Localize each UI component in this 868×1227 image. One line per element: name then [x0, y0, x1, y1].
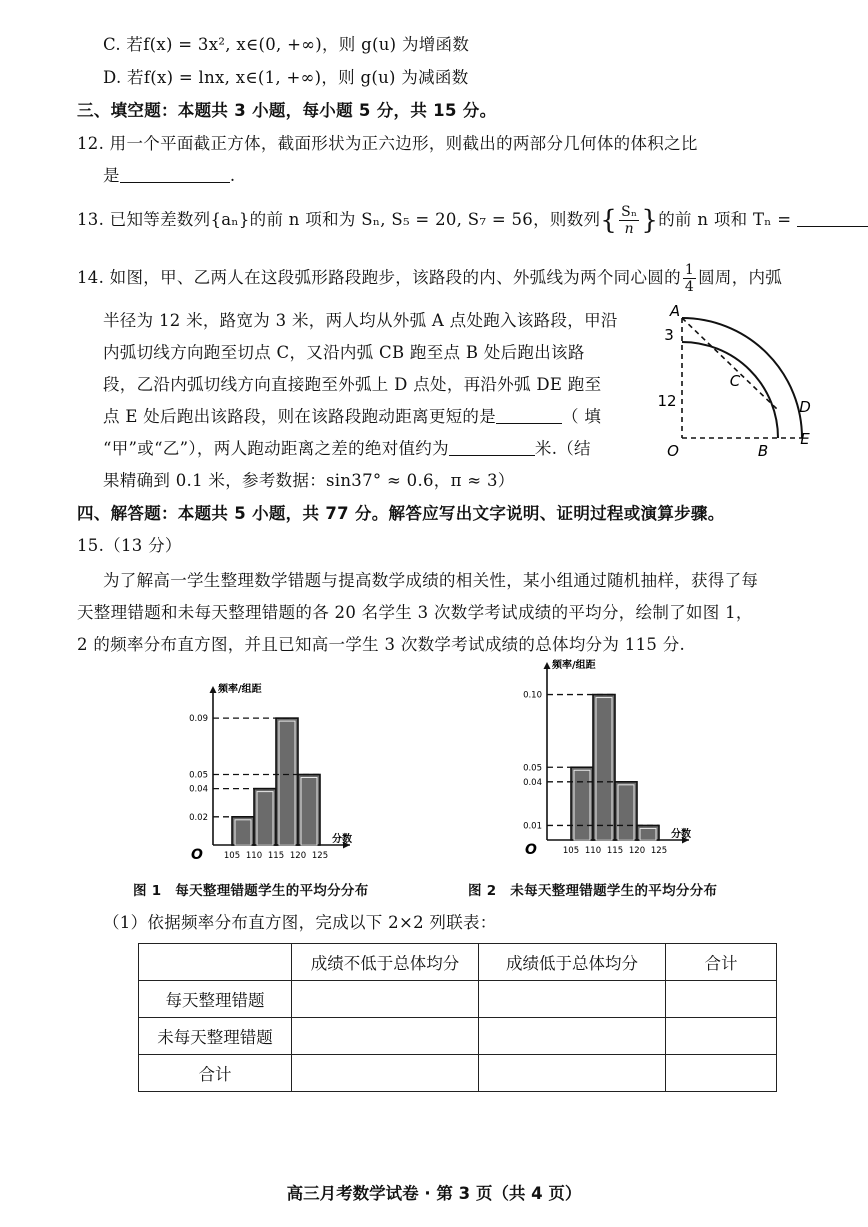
contingency-table — [138, 943, 777, 1092]
q11-option-c: C. 若f(x) = 3x², x∈(0, +∞)，则 g(u) 为增函数 — [103, 35, 470, 54]
q13-frac-num: Sₙ — [621, 204, 638, 220]
q14-frac-den: 4 — [684, 279, 695, 295]
y-tick-label: 0.04 — [189, 784, 208, 795]
table-cell[interactable] — [479, 1018, 666, 1055]
table-row-label: 合计 — [139, 1055, 292, 1092]
q12-prefix: 是 — [103, 166, 120, 185]
label-A: A — [669, 302, 681, 320]
q14-line-4: 段，乙沿内弧切线方向直接跑至外弧上 D 点处，再沿外弧 DE 跑至 — [103, 375, 602, 394]
y-axis-arrow — [210, 686, 217, 693]
label-C: C — [729, 372, 741, 390]
x-axis-label: 分数 — [332, 834, 352, 845]
y-tick-label: 0.05 — [523, 763, 542, 774]
x-tick-label: 125 — [311, 851, 329, 861]
y-tick-label: 0.04 — [523, 777, 542, 788]
outer-arc — [682, 318, 802, 438]
origin-label: O — [191, 847, 203, 863]
x-axis-label: 分数 — [671, 829, 691, 840]
y-axis-label: 频率/组距 — [552, 660, 596, 671]
x-tick-label: 125 — [650, 846, 668, 856]
q14-line1-suffix: 圆周，内弧 — [698, 268, 783, 287]
q14-line-7: 果精确到 0.1 米，参考数据：sin37° ≈ 0.6，π ≈ 3） — [103, 471, 515, 490]
q13-frac-den: n — [624, 221, 634, 237]
x-tick-label: 105 — [223, 851, 241, 861]
table-cell[interactable] — [292, 1018, 479, 1055]
q14-line-5 — [103, 406, 601, 428]
q14-fraction — [683, 262, 696, 295]
q12-line-2 — [103, 165, 235, 187]
table-header-row — [139, 944, 777, 981]
table-row — [139, 981, 777, 1018]
x-tick-label: 110 — [584, 846, 602, 856]
x-tick-label: 110 — [245, 851, 263, 861]
table-header-cell — [139, 944, 292, 981]
figure-2-caption: 图 2 未每天整理错题学生的平均分分布 — [468, 883, 718, 899]
table-row — [139, 1018, 777, 1055]
y-tick-label: 0.01 — [523, 821, 542, 832]
q14-line-3: 内弧切线方向跑至切点 C，又沿内弧 CB 跑至点 B 处后跑出该路 — [103, 343, 585, 362]
y-tick-label: 0.09 — [189, 714, 208, 725]
q14-line5-prefix: 点 E 处后跑出该路段，则在该路段跑动距离更短的是 — [103, 407, 497, 426]
q14-line6-suffix: 米.（结 — [534, 439, 591, 458]
table-row-label: 未每天整理错题 — [139, 1018, 292, 1055]
q14-frac-num: 1 — [684, 262, 695, 278]
label-D: D — [799, 398, 811, 416]
q12-answer-blank[interactable] — [120, 166, 230, 183]
table-row — [139, 1055, 777, 1092]
inner-arc — [682, 342, 778, 438]
q15-para-3: 2 的频率分布直方图，并且已知高一学生 3 次数学考试成绩的总体均分为 115 分. — [77, 635, 686, 654]
q15-header: 15.（13 分） — [77, 536, 182, 555]
table-cell[interactable] — [479, 1055, 666, 1092]
q14-line5-suffix: （ 填 — [562, 407, 602, 426]
q14-answer-blank-1[interactable] — [496, 407, 562, 424]
table-cell[interactable] — [666, 1055, 777, 1092]
y-tick-label: 0.02 — [189, 812, 208, 823]
q13-suffix: 的前 n 项和 Tₙ = — [658, 210, 792, 229]
label-O: O — [667, 442, 679, 460]
y-tick-label: 0.10 — [523, 690, 542, 701]
histogram-figure-2 — [460, 655, 760, 898]
tangent-line — [682, 318, 778, 410]
x-tick-label: 115 — [267, 851, 285, 861]
table-header-cell: 合计 — [666, 944, 777, 981]
label-E: E — [800, 430, 810, 448]
q13-answer-blank[interactable] — [797, 210, 868, 227]
q12-line-1: 12. 用一个平面截正方体，截面形状为正六边形，则截出的两部分几何体的体积之比 — [77, 134, 698, 153]
figure-1-caption: 图 1 每天整理错题学生的平均分分布 — [133, 883, 369, 899]
section-3-heading: 三、填空题：本题共 3 小题，每小题 5 分，共 15 分。 — [77, 101, 497, 120]
table-header-cell: 成绩不低于总体均分 — [292, 944, 479, 981]
q14-line-6 — [103, 438, 591, 460]
q13-line: 13. 已知等差数列{aₙ}的前 n 项和为 Sₙ, S₅ = 20, S₇ = 56，则数列{ $\frac{\text{Sₙ}}{n}$ }的前 n 项和 Tₙ = — [77, 204, 868, 237]
q15-para-1: 为了解高一学生整理数学错题与提高数学成绩的相关性，某小组通过随机抽样，获得了每 — [103, 571, 759, 590]
table-header-cell: 成绩低于总体均分 — [479, 944, 666, 981]
q13-fraction — [619, 204, 639, 237]
label-3: 3 — [664, 326, 674, 344]
q14-diagram — [655, 300, 825, 470]
label-B: B — [757, 442, 769, 460]
table-cell[interactable] — [666, 981, 777, 1018]
x-tick-label: 120 — [628, 846, 646, 856]
q14-line-2: 半径为 12 米，路宽为 3 米，两人均从外弧 A 点处跑入该路段，甲沿 — [103, 311, 618, 330]
label-12: 12 — [657, 392, 677, 410]
q12-suffix: . — [229, 166, 236, 185]
table-row-label: 每天整理错题 — [139, 981, 292, 1018]
q14-line1-prefix: 14. 如图，甲、乙两人在这段弧形路段跑步，该路段的内、外弧线为两个同心圆的 — [77, 268, 681, 287]
table-cell[interactable] — [292, 1055, 479, 1092]
q11-option-d: D. 若f(x) = lnx, x∈(1, +∞)，则 g(u) 为减函数 — [103, 68, 469, 87]
y-axis-label: 频率/组距 — [218, 684, 262, 695]
q15-part-1: （1）依据频率分布直方图，完成以下 2×2 列联表： — [103, 913, 497, 932]
y-axis-arrow — [544, 662, 551, 669]
table-cell[interactable] — [479, 981, 666, 1018]
table-cell[interactable] — [292, 981, 479, 1018]
origin-label: O — [525, 842, 537, 858]
x-tick-label: 115 — [606, 846, 624, 856]
section-4-heading: 四、解答题：本题共 5 小题，共 77 分。解答应写出文字说明、证明过程或演算步骤。 — [77, 504, 725, 523]
q15-para-2: 天整理错题和未每天整理错题的各 20 名学生 3 次数学考试成绩的平均分，绘制了如图 1， — [77, 603, 753, 622]
x-tick-label: 105 — [562, 846, 580, 856]
y-tick-label: 0.05 — [189, 770, 208, 781]
q14-answer-blank-2[interactable] — [449, 439, 535, 456]
q14-line-1 — [77, 262, 782, 295]
q14-line6-prefix: “甲”或“乙”），两人跑动距离之差的绝对值约为 — [103, 439, 449, 458]
histogram-figure-1 — [125, 662, 425, 898]
x-tick-label: 120 — [289, 851, 307, 861]
q13-prefix: 13. 已知等差数列{aₙ}的前 n 项和为 Sₙ, S₅ = 20, S₇ = 56，则数列 — [77, 210, 601, 229]
page-footer: 高三月考数学试卷 · 第 3 页（共 4 页） — [286, 1184, 582, 1203]
table-cell[interactable] — [666, 1018, 777, 1055]
